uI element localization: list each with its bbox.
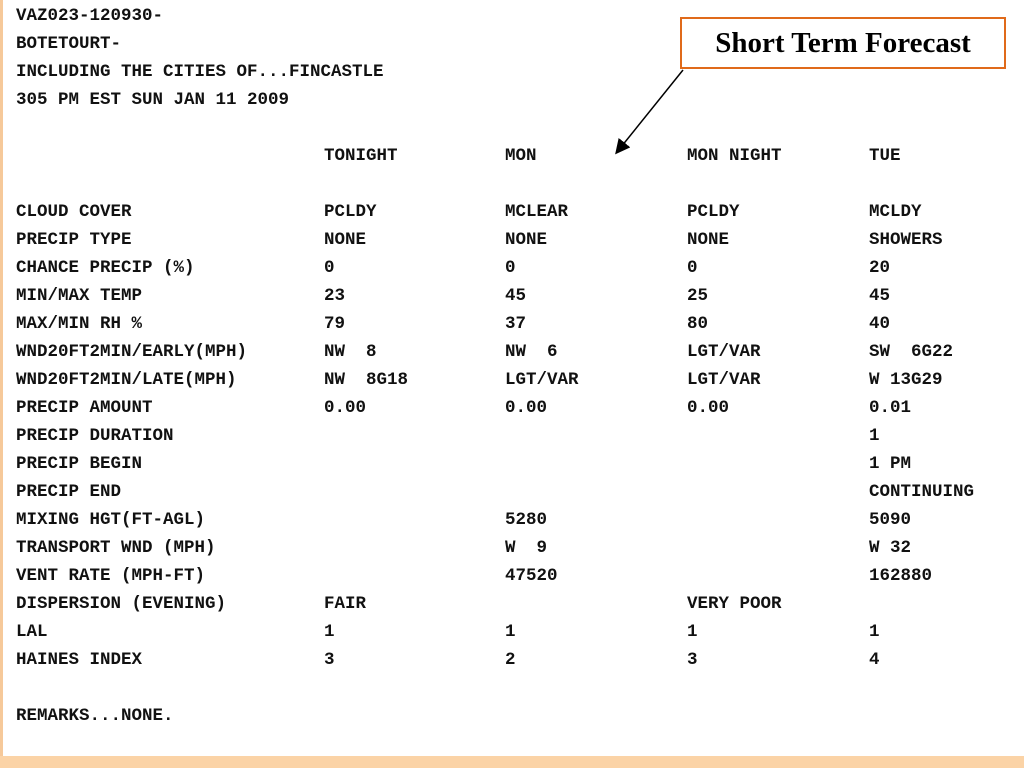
table-cell: 0 <box>505 258 516 278</box>
table-cell: PCLDY <box>324 202 377 222</box>
table-cell: 2 <box>505 650 516 670</box>
zone-code: VAZ023-120930- <box>16 6 164 26</box>
table-cell: 5090 <box>869 510 912 530</box>
column-header-1: MON <box>505 146 537 166</box>
row-label: PRECIP TYPE <box>16 230 132 250</box>
table-cell: 45 <box>869 286 891 306</box>
remarks-line: REMARKS...NONE. <box>16 706 174 726</box>
table-cell: 23 <box>324 286 346 306</box>
table-cell: 40 <box>869 314 891 334</box>
row-label: PRECIP DURATION <box>16 426 174 446</box>
table-cell: CONTINUING <box>869 482 975 502</box>
column-header-3: TUE <box>869 146 901 166</box>
table-cell: NW 8G18 <box>324 370 409 390</box>
issue-time: 305 PM EST SUN JAN 11 2009 <box>16 90 290 110</box>
row-label: PRECIP END <box>16 482 122 502</box>
row-label: MIXING HGT(FT-AGL) <box>16 510 206 530</box>
slide-left-border <box>0 0 3 768</box>
row-label: MIN/MAX TEMP <box>16 286 143 306</box>
column-header-0: TONIGHT <box>324 146 398 166</box>
arrow-line <box>617 70 683 152</box>
callout-label: Short Term Forecast <box>715 26 971 59</box>
row-label: CLOUD COVER <box>16 202 132 222</box>
row-label: DISPERSION (EVENING) <box>16 594 227 614</box>
row-label: TRANSPORT WND (MPH) <box>16 538 216 558</box>
slide-bottom-border <box>0 756 1024 768</box>
table-cell: 1 <box>869 426 880 446</box>
table-cell: NW 6 <box>505 342 558 362</box>
table-cell: SW 6G22 <box>869 342 954 362</box>
table-cell: SHOWERS <box>869 230 943 250</box>
table-cell: 162880 <box>869 566 933 586</box>
row-label: HAINES INDEX <box>16 650 143 670</box>
table-cell: 1 <box>505 622 516 642</box>
table-cell: PCLDY <box>687 202 740 222</box>
table-cell: LGT/VAR <box>687 342 761 362</box>
table-cell: 3 <box>687 650 698 670</box>
table-cell: FAIR <box>324 594 367 614</box>
table-cell: 45 <box>505 286 527 306</box>
table-cell: LGT/VAR <box>505 370 579 390</box>
table-cell: 1 <box>687 622 698 642</box>
row-label: CHANCE PRECIP (%) <box>16 258 195 278</box>
column-header-2: MON NIGHT <box>687 146 782 166</box>
table-cell: MCLEAR <box>505 202 569 222</box>
row-label: WND20FT2MIN/LATE(MPH) <box>16 370 237 390</box>
row-label: PRECIP AMOUNT <box>16 398 153 418</box>
row-label: LAL <box>16 622 48 642</box>
table-cell: 0.00 <box>505 398 548 418</box>
row-label: WND20FT2MIN/EARLY(MPH) <box>16 342 248 362</box>
table-cell: W 13G29 <box>869 370 943 390</box>
table-cell: 25 <box>687 286 709 306</box>
row-label: MAX/MIN RH % <box>16 314 143 334</box>
table-cell: NONE <box>687 230 730 250</box>
table-cell: 0.00 <box>324 398 367 418</box>
table-cell: 80 <box>687 314 709 334</box>
table-cell: 20 <box>869 258 891 278</box>
table-cell: 79 <box>324 314 346 334</box>
table-cell: 0 <box>687 258 698 278</box>
table-cell: 5280 <box>505 510 548 530</box>
table-cell: 0.00 <box>687 398 730 418</box>
table-cell: 3 <box>324 650 335 670</box>
table-cell: NONE <box>505 230 548 250</box>
table-cell: W 9 <box>505 538 548 558</box>
short-term-forecast-callout <box>680 17 1006 69</box>
table-cell: 37 <box>505 314 527 334</box>
table-cell: NONE <box>324 230 367 250</box>
table-cell: MCLDY <box>869 202 922 222</box>
table-cell: LGT/VAR <box>687 370 761 390</box>
table-cell: 0 <box>324 258 335 278</box>
table-cell: VERY POOR <box>687 594 782 614</box>
row-label: PRECIP BEGIN <box>16 454 143 474</box>
table-cell: 0.01 <box>869 398 912 418</box>
table-cell: NW 8 <box>324 342 377 362</box>
table-cell: W 32 <box>869 538 912 558</box>
row-label: VENT RATE (MPH-FT) <box>16 566 206 586</box>
county-name: BOTETOURT- <box>16 34 122 54</box>
table-cell: 1 <box>324 622 335 642</box>
cities-line: INCLUDING THE CITIES OF...FINCASTLE <box>16 62 384 82</box>
table-cell: 47520 <box>505 566 558 586</box>
table-cell: 1 <box>869 622 880 642</box>
table-cell: 4 <box>869 650 880 670</box>
table-cell: 1 PM <box>869 454 912 474</box>
